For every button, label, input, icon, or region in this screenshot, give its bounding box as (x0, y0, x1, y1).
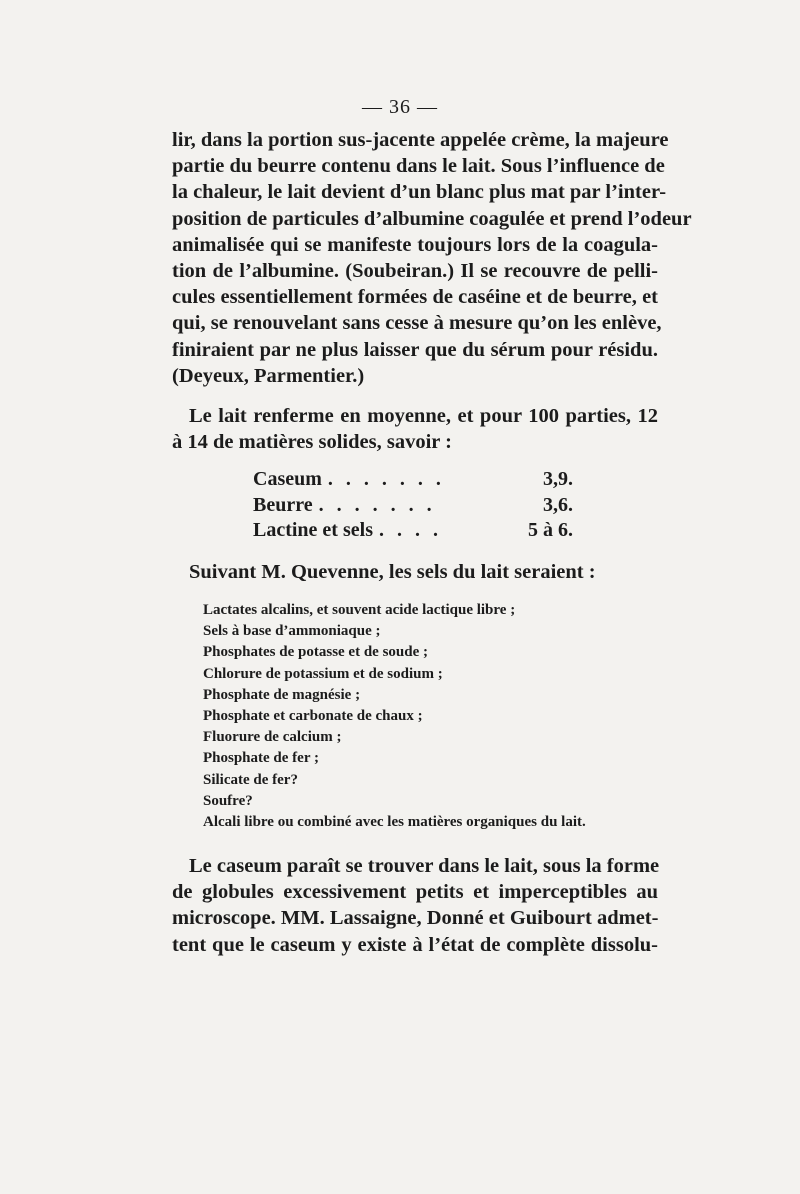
list-item: Silicate de fer? (203, 771, 298, 788)
text-line: position de particules d’albumine coagulée et prend l’odeur (172, 207, 692, 230)
salts-intro: Suivant M. Quevenne, les sels du lait seraient : (189, 561, 596, 583)
text-line: (Deyeux, Parmentier.) (172, 364, 365, 387)
paragraph-2 (172, 403, 658, 455)
list-item: Chlorure de potassium et de sodium ; (203, 665, 443, 682)
text-line: la chaleur, le lait devient d’un blanc plus mat par l’inter- (172, 181, 667, 204)
component-name: Lactine et sels (253, 519, 373, 541)
list-item: Soufre? (203, 792, 253, 809)
list-item: Phosphates de potasse et de soude ; (203, 644, 429, 661)
component-name: Caseum (253, 468, 322, 490)
page-number: — 36 — (362, 96, 438, 118)
composition-row (253, 493, 573, 519)
text-line: Le lait renferme en moyenne, et pour 100 parties, 12 (189, 405, 658, 427)
text-line: microscope. MM. Lassaigne, Donné et Guibourt admet- (172, 907, 659, 930)
text-line: finiraient par ne plus laisser que du sérum pour résidu. (172, 338, 658, 361)
text-line: tent que le caseum y existe à l’état de complète dissolu- (172, 933, 658, 956)
component-value: 3,9. (543, 468, 573, 490)
composition-table (253, 467, 573, 544)
text-line: lir, dans la portion sus-jacente appelée crème, la majeure (172, 129, 669, 151)
composition-row (253, 518, 573, 544)
list-item: Alcali libre ou combiné avec les matières organiques du lait. (203, 813, 586, 830)
leader-dots: . . . . . . . (327, 468, 445, 490)
text-line: à 14 de matières solides, savoir : (172, 431, 452, 454)
component-name: Beurre (253, 493, 313, 516)
component-value: 3,6. (543, 493, 573, 516)
text-line: qui, se renouvelant sans cesse à mesure qu’on les enlève, (172, 312, 662, 335)
list-item: Phosphate de fer ; (203, 750, 319, 767)
text-line: tion de l’albumine. (Soubeiran.) Il se recouvre de pelli- (172, 259, 658, 282)
composition-row (253, 467, 573, 493)
text-line: Le caseum paraît se trouver dans le lait, sous la forme (189, 855, 660, 877)
list-item: Sels à base d’ammoniaque ; (203, 623, 381, 640)
paragraph-3 (172, 853, 658, 958)
list-item: Lactates alcalins, et souvent acide lactique libre ; (203, 602, 516, 618)
text-line: partie du beurre contenu dans le lait. Sous l’influence de (172, 155, 665, 178)
component-value: 5 à 6. (528, 519, 573, 541)
list-item: Phosphate et carbonate de chaux ; (203, 707, 423, 724)
list-item: Fluorure de calcium ; (203, 729, 342, 746)
list-item: Phosphate de magnésie ; (203, 686, 361, 703)
paragraph-1 (172, 127, 692, 389)
text-line: animalisée qui se manifeste toujours lors de la coagula- (172, 233, 658, 256)
salts-list (203, 600, 633, 833)
leader-dots: . . . . . . . (318, 493, 436, 516)
text-line: cules essentiellement formées de caséine et de beurre, et (172, 286, 658, 309)
leader-dots: . . . . (378, 519, 442, 541)
text-line: de globules excessivement petits et imperceptibles au (172, 881, 658, 904)
